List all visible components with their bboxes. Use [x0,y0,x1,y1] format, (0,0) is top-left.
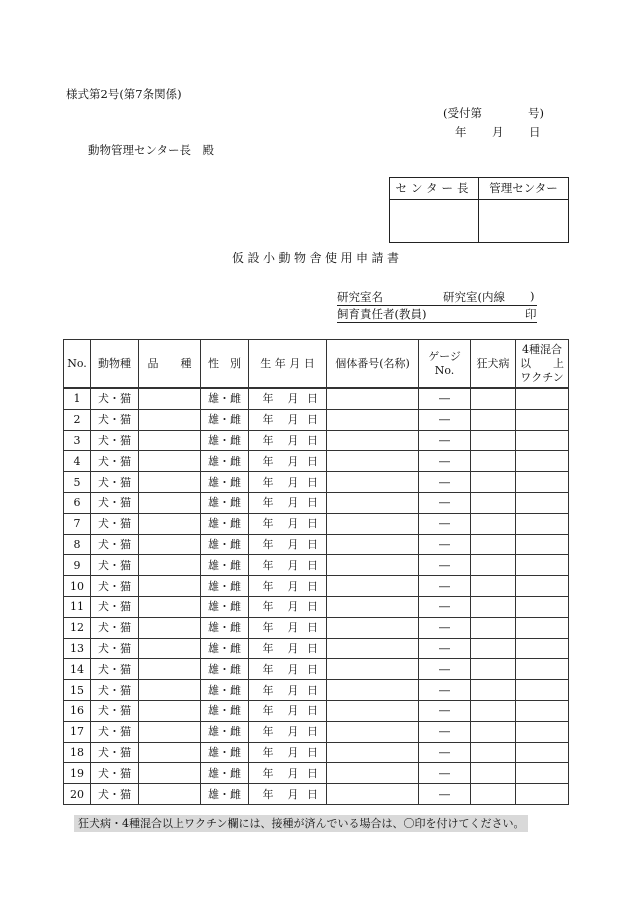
birth-year: 年 [262,621,274,635]
birth-year: 年 [262,517,274,531]
row-id[interactable] [327,659,419,680]
table-row [64,680,569,701]
row-vaccine[interactable] [516,721,569,742]
row-rabies[interactable] [471,742,516,763]
row-breed[interactable] [139,659,201,680]
table-row [64,576,569,597]
table-row [64,534,569,555]
row-id[interactable] [327,638,419,659]
birth-month: 月 [287,454,299,468]
birth-month: 月 [287,641,299,655]
birth-year: 年 [262,745,274,759]
birth-month: 月 [287,433,299,447]
row-vaccine[interactable] [516,784,569,805]
row-no: 12 [64,617,91,638]
row-sex[interactable]: 雄・雌 [201,742,249,763]
row-vaccine[interactable] [516,534,569,555]
row-gauge[interactable]: ― [419,617,471,638]
birth-day: 日 [307,683,318,697]
row-species[interactable]: 犬・猫 [91,784,139,805]
row-rabies[interactable] [471,700,516,721]
addressee: 動物管理センター長 殿 [88,143,215,157]
birth-year: 年 [262,725,274,739]
row-gauge[interactable]: ― [419,700,471,721]
row-no: 2 [64,409,91,430]
row-gauge[interactable]: ― [419,659,471,680]
row-vaccine[interactable] [516,513,569,534]
receipt-open: (受付第 [443,106,482,120]
birth-month: 月 [287,725,299,739]
row-breed[interactable] [139,555,201,576]
row-gauge[interactable]: ― [419,534,471,555]
col-sex: 性 別 [201,340,249,389]
row-birth[interactable] [249,409,327,430]
row-gauge[interactable]: ― [419,576,471,597]
row-breed[interactable] [139,680,201,701]
row-species[interactable]: 犬・猫 [91,472,139,493]
row-id[interactable] [327,513,419,534]
row-birth[interactable] [249,617,327,638]
birth-day: 日 [307,662,318,676]
row-rabies[interactable] [471,430,516,451]
row-birth[interactable] [249,596,327,617]
birth-day: 日 [307,433,318,447]
row-species[interactable]: 犬・猫 [91,596,139,617]
row-no: 13 [64,638,91,659]
row-no: 9 [64,555,91,576]
row-id[interactable] [327,555,419,576]
row-rabies[interactable] [471,576,516,597]
birth-year: 年 [262,704,274,718]
row-birth[interactable] [249,659,327,680]
row-gauge[interactable]: ― [419,388,471,409]
row-breed[interactable] [139,742,201,763]
row-id[interactable] [327,596,419,617]
row-breed[interactable] [139,388,201,409]
birth-day: 日 [307,475,318,489]
row-birth[interactable] [249,742,327,763]
row-breed[interactable] [139,721,201,742]
row-id[interactable] [327,534,419,555]
table-row [64,742,569,763]
row-vaccine[interactable] [516,763,569,784]
row-breed[interactable] [139,700,201,721]
row-birth[interactable] [249,763,327,784]
row-no: 8 [64,534,91,555]
row-birth[interactable] [249,451,327,472]
row-id[interactable] [327,617,419,638]
row-no: 18 [64,742,91,763]
row-no: 19 [64,763,91,784]
row-sex[interactable]: 雄・雌 [201,680,249,701]
row-vaccine[interactable] [516,638,569,659]
row-no: 5 [64,472,91,493]
row-species[interactable]: 犬・猫 [91,680,139,701]
row-sex[interactable]: 雄・雌 [201,659,249,680]
row-rabies[interactable] [471,617,516,638]
row-no: 7 [64,513,91,534]
row-id[interactable] [327,680,419,701]
birth-day: 日 [307,745,318,759]
row-breed[interactable] [139,534,201,555]
row-no: 20 [64,784,91,805]
table-row [64,659,569,680]
row-no: 6 [64,492,91,513]
stamp-header-center: 管理センター [479,178,568,200]
row-no: 4 [64,451,91,472]
row-gauge[interactable]: ― [419,451,471,472]
row-id[interactable] [327,451,419,472]
birth-month: 月 [287,704,299,718]
birth-year: 年 [262,600,274,614]
row-no: 3 [64,430,91,451]
table-row [64,492,569,513]
row-breed[interactable] [139,513,201,534]
table-row [64,472,569,493]
row-birth[interactable] [249,784,327,805]
seal-mark: 印 [525,307,537,321]
table-row [64,721,569,742]
lab-name-line [337,289,537,306]
birth-year: 年 [262,641,274,655]
row-sex[interactable]: 雄・雌 [201,763,249,784]
birth-year: 年 [262,537,274,551]
row-id[interactable] [327,576,419,597]
lab-suffix: 研究室(内線 [443,290,505,304]
row-birth[interactable] [249,430,327,451]
row-gauge[interactable]: ― [419,784,471,805]
row-gauge[interactable]: ― [419,555,471,576]
col-vaccine-1: 4種混合 [522,342,562,356]
stamp-header-director: センター長 [390,178,478,200]
receipt-close: 号) [528,106,544,120]
birth-year: 年 [262,787,274,801]
row-vaccine[interactable] [516,617,569,638]
row-id[interactable] [327,763,419,784]
row-rabies[interactable] [471,409,516,430]
date-year: 年 [455,125,467,139]
birth-month: 月 [287,558,299,572]
row-species[interactable]: 犬・猫 [91,513,139,534]
table-row [64,409,569,430]
row-id[interactable] [327,492,419,513]
row-id[interactable] [327,388,419,409]
row-breed[interactable] [139,784,201,805]
birth-day: 日 [307,621,318,635]
approval-stamp-box [389,177,569,243]
row-birth[interactable] [249,700,327,721]
birth-month: 月 [287,496,299,510]
row-gauge[interactable]: ― [419,492,471,513]
row-vaccine[interactable] [516,472,569,493]
row-no: 14 [64,659,91,680]
row-vaccine[interactable] [516,388,569,409]
row-sex[interactable]: 雄・雌 [201,721,249,742]
row-rabies[interactable] [471,451,516,472]
birth-day: 日 [307,579,318,593]
table-row [64,596,569,617]
col-id: 個体番号(名称) [327,340,419,389]
row-no: 15 [64,680,91,701]
row-vaccine[interactable] [516,555,569,576]
row-rabies[interactable] [471,534,516,555]
row-rabies[interactable] [471,388,516,409]
row-birth[interactable] [249,555,327,576]
birth-month: 月 [287,413,299,427]
row-no: 10 [64,576,91,597]
row-birth[interactable] [249,638,327,659]
birth-year: 年 [262,579,274,593]
row-id[interactable] [327,430,419,451]
row-gauge[interactable]: ― [419,596,471,617]
row-species[interactable]: 犬・猫 [91,451,139,472]
row-species[interactable]: 犬・猫 [91,534,139,555]
table-row [64,451,569,472]
row-id[interactable] [327,742,419,763]
row-rabies[interactable] [471,555,516,576]
row-species[interactable]: 犬・猫 [91,409,139,430]
row-sex[interactable]: 雄・雌 [201,784,249,805]
col-rabies: 狂犬病 [471,340,516,389]
row-rabies[interactable] [471,596,516,617]
row-breed[interactable] [139,409,201,430]
col-species: 動物種 [91,340,139,389]
row-breed[interactable] [139,763,201,784]
row-sex[interactable]: 雄・雌 [201,555,249,576]
row-birth[interactable] [249,472,327,493]
row-breed[interactable] [139,638,201,659]
birth-month: 月 [287,621,299,635]
row-breed[interactable] [139,596,201,617]
col-birth: 生 年 月 日 [249,340,327,389]
row-rabies[interactable] [471,784,516,805]
row-gauge[interactable]: ― [419,513,471,534]
row-species[interactable]: 犬・猫 [91,763,139,784]
row-birth[interactable] [249,513,327,534]
row-rabies[interactable] [471,680,516,701]
row-gauge[interactable]: ― [419,472,471,493]
row-breed[interactable] [139,617,201,638]
row-id[interactable] [327,784,419,805]
row-id[interactable] [327,700,419,721]
birth-month: 月 [287,766,299,780]
row-sex[interactable]: 雄・雌 [201,451,249,472]
row-species[interactable]: 犬・猫 [91,617,139,638]
row-id[interactable] [327,721,419,742]
col-gauge-1: ゲージ [428,349,461,363]
date-month: 月 [492,125,504,139]
row-birth[interactable] [249,721,327,742]
row-gauge[interactable]: ― [419,742,471,763]
birth-day: 日 [307,537,318,551]
row-species[interactable]: 犬・猫 [91,555,139,576]
form-number: 様式第2号(第7条関係) [66,87,182,101]
table-row [64,638,569,659]
row-birth[interactable] [249,388,327,409]
birth-day: 日 [307,766,318,780]
birth-month: 月 [287,517,299,531]
birth-year: 年 [262,433,274,447]
row-sex[interactable]: 雄・雌 [201,472,249,493]
table-row [64,388,569,409]
birth-day: 日 [307,517,318,531]
row-vaccine[interactable] [516,742,569,763]
lab-label: 研究室名 [337,290,383,304]
birth-month: 月 [287,537,299,551]
row-birth[interactable] [249,534,327,555]
birth-month: 月 [287,600,299,614]
row-id[interactable] [327,409,419,430]
row-birth[interactable] [249,680,327,701]
table-row [64,513,569,534]
document-title: 仮設小動物舎使用申請書 [232,251,403,265]
row-species[interactable]: 犬・猫 [91,492,139,513]
row-vaccine[interactable] [516,409,569,430]
row-vaccine[interactable] [516,430,569,451]
birth-year: 年 [262,392,274,406]
birth-day: 日 [307,600,318,614]
row-rabies[interactable] [471,763,516,784]
col-no: No. [64,340,91,389]
birth-year: 年 [262,766,274,780]
birth-month: 月 [287,745,299,759]
row-species[interactable]: 犬・猫 [91,659,139,680]
row-rabies[interactable] [471,472,516,493]
row-sex[interactable]: 雄・雌 [201,513,249,534]
row-breed[interactable] [139,451,201,472]
table-row [64,700,569,721]
keeper-line [337,306,537,323]
row-vaccine[interactable] [516,451,569,472]
birth-year: 年 [262,662,274,676]
row-rabies[interactable] [471,513,516,534]
row-species[interactable]: 犬・猫 [91,742,139,763]
table-row [64,617,569,638]
birth-day: 日 [307,725,318,739]
birth-month: 月 [287,662,299,676]
lab-close: ) [530,289,535,303]
row-no: 11 [64,596,91,617]
date-day: 日 [529,125,541,139]
row-species[interactable]: 犬・猫 [91,576,139,597]
row-gauge[interactable]: ― [419,763,471,784]
birth-day: 日 [307,787,318,801]
table-row [64,784,569,805]
row-rabies[interactable] [471,492,516,513]
col-gauge [419,340,471,389]
row-vaccine[interactable] [516,576,569,597]
row-sex[interactable]: 雄・雌 [201,388,249,409]
birth-day: 日 [307,704,318,718]
row-sex[interactable]: 雄・雌 [201,638,249,659]
birth-year: 年 [262,454,274,468]
row-birth[interactable] [249,492,327,513]
row-sex[interactable]: 雄・雌 [201,596,249,617]
row-id[interactable] [327,472,419,493]
table-body [64,388,569,804]
date-line [455,124,541,140]
row-vaccine[interactable] [516,680,569,701]
col-vaccine [516,340,569,389]
receipt-number [443,105,544,121]
birth-year: 年 [262,496,274,510]
row-no: 17 [64,721,91,742]
birth-day: 日 [307,413,318,427]
row-gauge[interactable]: ― [419,430,471,451]
row-vaccine[interactable] [516,596,569,617]
row-rabies[interactable] [471,721,516,742]
row-gauge[interactable]: ― [419,721,471,742]
birth-day: 日 [307,496,318,510]
birth-year: 年 [262,558,274,572]
row-rabies[interactable] [471,659,516,680]
row-sex[interactable]: 雄・雌 [201,492,249,513]
row-sex[interactable]: 雄・雌 [201,534,249,555]
row-breed[interactable] [139,492,201,513]
row-no: 1 [64,388,91,409]
footnote: 狂犬病・4種混合以上ワクチン欄には、接種が済んでいる場合は、〇印を付けてください。 [74,815,528,832]
birth-month: 月 [287,579,299,593]
birth-day: 日 [307,558,318,572]
table-row [64,430,569,451]
birth-month: 月 [287,787,299,801]
table-row [64,555,569,576]
row-rabies[interactable] [471,638,516,659]
birth-day: 日 [307,641,318,655]
birth-year: 年 [262,475,274,489]
row-sex[interactable]: 雄・雌 [201,700,249,721]
row-gauge[interactable]: ― [419,638,471,659]
row-breed[interactable] [139,430,201,451]
keeper-label: 飼育責任者(教員) [337,307,427,321]
birth-year: 年 [262,683,274,697]
birth-month: 月 [287,392,299,406]
row-sex[interactable]: 雄・雌 [201,576,249,597]
col-gauge-2: No. [434,363,455,377]
animal-table [63,339,569,805]
birth-day: 日 [307,454,318,468]
row-gauge[interactable]: ― [419,680,471,701]
table-row [64,763,569,784]
birth-month: 月 [287,683,299,697]
row-species[interactable]: 犬・猫 [91,638,139,659]
col-vaccine-2: 以 上 [520,356,564,370]
row-no: 16 [64,700,91,721]
row-vaccine[interactable] [516,700,569,721]
col-vaccine-3: ワクチン [520,370,564,384]
row-gauge[interactable]: ― [419,409,471,430]
row-species[interactable]: 犬・猫 [91,388,139,409]
row-sex[interactable]: 雄・雌 [201,617,249,638]
birth-day: 日 [307,392,318,406]
col-breed: 品 種 [139,340,201,389]
birth-year: 年 [262,413,274,427]
row-vaccine[interactable] [516,659,569,680]
row-vaccine[interactable] [516,492,569,513]
row-sex[interactable]: 雄・雌 [201,430,249,451]
row-birth[interactable] [249,576,327,597]
birth-month: 月 [287,475,299,489]
row-species[interactable]: 犬・猫 [91,721,139,742]
row-species[interactable]: 犬・猫 [91,700,139,721]
row-sex[interactable]: 雄・雌 [201,409,249,430]
row-species[interactable]: 犬・猫 [91,430,139,451]
row-breed[interactable] [139,576,201,597]
row-breed[interactable] [139,472,201,493]
